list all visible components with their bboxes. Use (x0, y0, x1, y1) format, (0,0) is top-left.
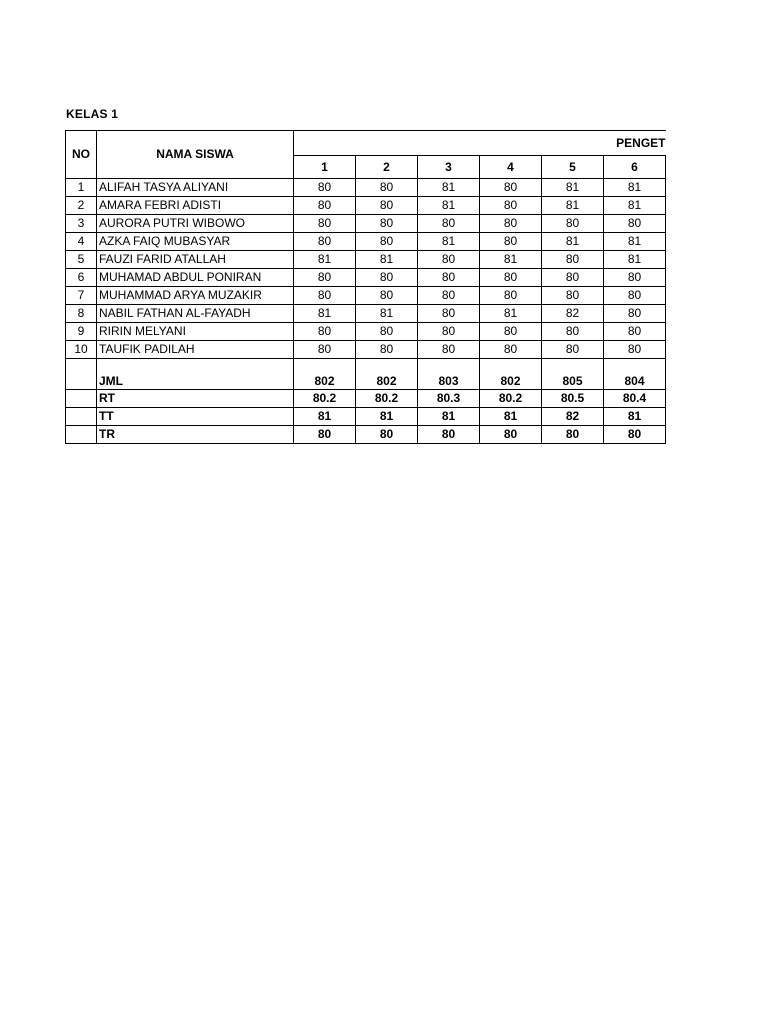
summary-value: 81 (480, 408, 542, 426)
score-cell: 81 (480, 251, 542, 269)
score-cell: 80 (604, 341, 666, 359)
column-header-score: 3 (418, 156, 480, 179)
summary-row (66, 408, 666, 426)
table-row (66, 323, 666, 341)
score-cell: 80 (356, 215, 418, 233)
summary-value: 81 (418, 408, 480, 426)
score-cell: 81 (542, 233, 604, 251)
summary-value: 80.2 (480, 390, 542, 408)
score-cell: 80 (604, 215, 666, 233)
row-number: 4 (66, 233, 97, 251)
score-cell: 80 (356, 341, 418, 359)
summary-value: 802 (480, 359, 542, 390)
student-name: AZKA FAIQ MUBASYAR (97, 233, 294, 251)
summary-value: 80 (294, 426, 356, 444)
table-row (66, 251, 666, 269)
score-cell: 80 (418, 287, 480, 305)
score-cell: 80 (418, 305, 480, 323)
student-name: FAUZI FARID ATALLAH (97, 251, 294, 269)
score-cell: 80 (604, 287, 666, 305)
summary-value: 80 (418, 426, 480, 444)
score-cell: 80 (418, 323, 480, 341)
table-row (66, 215, 666, 233)
summary-value: 80.4 (604, 390, 666, 408)
score-cell: 80 (542, 341, 604, 359)
student-name: MUHAMAD ABDUL PONIRAN (97, 269, 294, 287)
summary-value: 805 (542, 359, 604, 390)
score-cell: 80 (542, 323, 604, 341)
summary-value: 81 (356, 408, 418, 426)
score-cell: 80 (604, 269, 666, 287)
summary-row (66, 390, 666, 408)
summary-value: 80 (356, 426, 418, 444)
student-name: AMARA FEBRI ADISTI (97, 197, 294, 215)
table-row (66, 341, 666, 359)
score-cell: 80 (356, 197, 418, 215)
score-cell: 81 (480, 305, 542, 323)
student-name: RIRIN MELYANI (97, 323, 294, 341)
score-cell: 80 (294, 341, 356, 359)
score-cell: 81 (542, 197, 604, 215)
summary-value: 81 (604, 408, 666, 426)
row-number: 1 (66, 179, 97, 197)
summary-value: 80.2 (294, 390, 356, 408)
row-number: 7 (66, 287, 97, 305)
summary-value: 80.5 (542, 390, 604, 408)
student-name: TAUFIK PADILAH (97, 341, 294, 359)
score-cell: 80 (356, 179, 418, 197)
summary-label: TT (97, 408, 294, 426)
score-cell: 81 (542, 179, 604, 197)
column-header-name: NAMA SISWA (97, 131, 294, 179)
summary-value: 80 (480, 426, 542, 444)
row-number: 9 (66, 323, 97, 341)
score-cell: 81 (356, 305, 418, 323)
summary-row (66, 426, 666, 444)
score-cell: 80 (480, 233, 542, 251)
score-cell: 80 (542, 287, 604, 305)
summary-value: 80.3 (418, 390, 480, 408)
student-name: MUHAMMAD ARYA MUZAKIR (97, 287, 294, 305)
column-group-header: PENGET (294, 131, 666, 156)
summary-blank-cell (66, 390, 97, 408)
row-number: 3 (66, 215, 97, 233)
summary-label: TR (97, 426, 294, 444)
score-cell: 80 (480, 179, 542, 197)
score-cell: 80 (542, 251, 604, 269)
score-cell: 80 (294, 179, 356, 197)
sheet-title: KELAS 1 (66, 107, 119, 121)
row-number: 5 (66, 251, 97, 269)
score-cell: 80 (418, 251, 480, 269)
score-cell: 81 (604, 179, 666, 197)
column-header-score: 2 (356, 156, 418, 179)
score-cell: 80 (480, 197, 542, 215)
student-name: AURORA PUTRI WIBOWO (97, 215, 294, 233)
header-row (66, 131, 666, 156)
score-cell: 80 (480, 215, 542, 233)
summary-value: 803 (418, 359, 480, 390)
score-cell: 81 (604, 251, 666, 269)
summary-blank-cell (66, 359, 97, 390)
grade-table (65, 130, 666, 444)
score-cell: 80 (480, 269, 542, 287)
column-header-score: 5 (542, 156, 604, 179)
row-number: 2 (66, 197, 97, 215)
score-cell: 80 (294, 323, 356, 341)
summary-label: JML (97, 359, 294, 390)
score-cell: 82 (542, 305, 604, 323)
row-number: 8 (66, 305, 97, 323)
summary-value: 802 (294, 359, 356, 390)
score-cell: 80 (480, 341, 542, 359)
score-cell: 80 (418, 269, 480, 287)
score-cell: 80 (294, 287, 356, 305)
column-header-score: 6 (604, 156, 666, 179)
score-cell: 81 (418, 179, 480, 197)
score-cell: 80 (542, 269, 604, 287)
table-row (66, 233, 666, 251)
score-cell: 81 (294, 251, 356, 269)
summary-value: 82 (542, 408, 604, 426)
score-cell: 80 (294, 215, 356, 233)
score-cell: 80 (418, 215, 480, 233)
summary-label: RT (97, 390, 294, 408)
row-number: 6 (66, 269, 97, 287)
student-name: ALIFAH TASYA ALIYANI (97, 179, 294, 197)
score-cell: 80 (604, 305, 666, 323)
score-cell: 80 (480, 323, 542, 341)
score-cell: 80 (356, 233, 418, 251)
column-header-no: NO (66, 131, 97, 179)
summary-value: 802 (356, 359, 418, 390)
summary-value: 80.2 (356, 390, 418, 408)
score-cell: 81 (418, 233, 480, 251)
score-cell: 80 (418, 341, 480, 359)
row-number: 10 (66, 341, 97, 359)
table-row (66, 179, 666, 197)
summary-blank-cell (66, 408, 97, 426)
summary-value: 80 (604, 426, 666, 444)
summary-value: 81 (294, 408, 356, 426)
score-cell: 80 (480, 287, 542, 305)
table-row (66, 269, 666, 287)
score-cell: 80 (294, 269, 356, 287)
table-row (66, 197, 666, 215)
score-cell: 80 (294, 233, 356, 251)
score-cell: 80 (542, 215, 604, 233)
score-cell: 80 (356, 269, 418, 287)
summary-value: 804 (604, 359, 666, 390)
column-header-score: 4 (480, 156, 542, 179)
score-cell: 81 (418, 197, 480, 215)
score-cell: 80 (604, 323, 666, 341)
score-cell: 81 (604, 233, 666, 251)
student-name: NABIL FATHAN AL-FAYADH (97, 305, 294, 323)
score-cell: 80 (356, 323, 418, 341)
score-cell: 81 (294, 305, 356, 323)
table-row (66, 287, 666, 305)
score-cell: 81 (356, 251, 418, 269)
summary-value: 80 (542, 426, 604, 444)
summary-row (66, 359, 666, 390)
column-header-score: 1 (294, 156, 356, 179)
score-cell: 80 (356, 287, 418, 305)
score-cell: 81 (604, 197, 666, 215)
score-cell: 80 (294, 197, 356, 215)
summary-blank-cell (66, 426, 97, 444)
table-row (66, 305, 666, 323)
